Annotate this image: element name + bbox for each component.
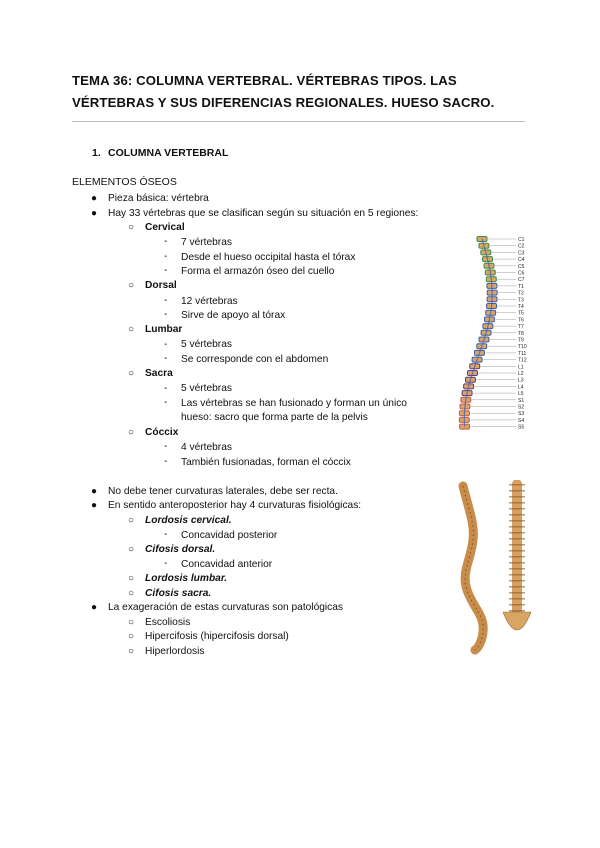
curvature-detail: Concavidad posterior: [181, 530, 278, 541]
spine-lateral-view: [463, 486, 483, 650]
bullet-pathologic: La exageración de estas curvaturas son patológicas: [108, 602, 344, 613]
vertebra-label: T9: [518, 337, 524, 344]
page-title: TEMA 36: COLUMNA VERTEBRAL. VÉRTEBRAS TIPOS. LAS VÉRTEBRAS Y SUS DIFERENCIAS REGIONALES. HUESO SACRO.: [72, 73, 495, 110]
circle-bullet-icon: ○: [128, 544, 135, 555]
vertebra-label: T3: [518, 297, 524, 304]
cervical-item: Forma el armazón óseo del cuello: [181, 266, 335, 277]
circle-bullet-icon: ○: [128, 646, 135, 657]
circle-bullet-icon: ○: [128, 324, 135, 335]
elements-heading: ELEMENTOS ÓSEOS: [72, 176, 177, 188]
bullet-no-lateral: No debe tener curvaturas laterales, debe ser recta.: [108, 486, 338, 497]
bullet-dot-icon: ●: [91, 602, 98, 613]
vertebra-labels: [518, 237, 527, 431]
vertebra-label: C3: [518, 250, 525, 257]
circle-bullet-icon: ○: [128, 617, 135, 628]
curvature-cifosis-sacra: Cifosis sacra.: [145, 588, 212, 599]
vertebra-label: C6: [518, 270, 525, 277]
region-dorsal: Dorsal: [145, 280, 177, 291]
curvature-lordosis-cervical: Lordosis cervical.: [145, 515, 232, 526]
curvature-cifosis-dorsal: Cifosis dorsal.: [145, 544, 216, 555]
vertebra-label: C1: [518, 237, 525, 243]
dash-icon: -: [164, 441, 168, 452]
bullet-dot-icon: ●: [91, 193, 98, 204]
circle-bullet-icon: ○: [128, 368, 135, 379]
vertebra-label: T5: [518, 310, 524, 317]
circle-bullet-icon: ○: [128, 222, 135, 233]
spine-segments: [459, 237, 516, 430]
circle-bullet-icon: ○: [128, 588, 135, 599]
dash-icon: -: [164, 397, 168, 408]
vertebra-label: T6: [518, 317, 524, 324]
sacra-item: hueso: sacro que forma parte de la pelvis: [181, 412, 368, 423]
cervical-item: 7 vértebras: [181, 237, 232, 248]
dash-icon: -: [164, 309, 168, 320]
circle-bullet-icon: ○: [128, 573, 135, 584]
pathology-item: Escoliosis: [145, 617, 191, 628]
region-lumbar: Lumbar: [145, 324, 183, 335]
dash-icon: -: [164, 295, 168, 306]
circle-bullet-icon: ○: [128, 427, 135, 438]
lumbar-item: Se corresponde con el abdomen: [181, 354, 329, 365]
vertebra-label: C2: [518, 243, 525, 250]
dash-icon: -: [164, 251, 168, 262]
vertebra-label: T2: [518, 290, 524, 297]
vertebra-label: S2: [518, 404, 525, 411]
vertebra-label: C4: [518, 257, 525, 264]
dash-icon: -: [164, 339, 168, 350]
spine-curvatures-figure: [445, 480, 545, 655]
curvature-lordosis-lumbar: Lordosis lumbar.: [145, 573, 228, 584]
bullet-33-vertebrae: Hay 33 vértebras que se clasifican según su situación en 5 regiones:: [108, 208, 419, 219]
region-sacra: Sacra: [145, 368, 173, 379]
vertebra-label: L2: [518, 371, 524, 377]
vertebra-label: S1: [518, 397, 525, 404]
spine-regions-figure: [440, 233, 550, 438]
vertebra-label: T10: [518, 344, 527, 351]
bullet-basic-piece: Pieza básica: vértebra: [108, 193, 209, 204]
vertebra-label: T4: [518, 304, 524, 310]
dash-icon: -: [164, 353, 168, 364]
bullet-4-curvatures: En sentido anteroposterior hay 4 curvaturas fisiológicas:: [108, 500, 362, 511]
vertebra-label: T12: [518, 357, 527, 364]
coccix-item: También fusionadas, forman el cóccix: [181, 457, 351, 468]
vertebra-label: T1: [518, 283, 524, 290]
circle-bullet-icon: ○: [128, 515, 135, 526]
section-label: COLUMNA VERTEBRAL: [108, 147, 229, 159]
pathology-item: Hipercifosis (hipercifosis dorsal): [145, 631, 289, 642]
vertebra-label: C7: [518, 277, 525, 284]
bullet-dot-icon: ●: [91, 500, 98, 511]
vertebra-label: L3: [518, 377, 524, 384]
vertebra-label: S5: [518, 424, 525, 431]
vertebra-label: T11: [518, 350, 527, 357]
vertebra-label: T7: [518, 324, 524, 331]
lumbar-item: 5 vértebras: [181, 339, 232, 350]
dorsal-item: Sirve de apoyo al tórax: [181, 310, 286, 321]
sacra-item: 5 vértebras: [181, 383, 232, 394]
dash-icon: -: [164, 456, 168, 467]
curvature-detail: Concavidad anterior: [181, 559, 273, 570]
sacra-item: Las vértebras se han fusionado y forman un único: [181, 398, 407, 409]
vertebra-label: T8: [518, 330, 524, 337]
title-divider: [72, 121, 525, 122]
dash-icon: -: [164, 558, 168, 569]
dash-icon: -: [164, 529, 168, 540]
bullet-dot-icon: ●: [91, 486, 98, 497]
circle-bullet-icon: ○: [128, 631, 135, 642]
spine-posterior-view: [503, 484, 531, 630]
cervical-item: Desde el hueso occipital hasta el tórax: [181, 252, 356, 263]
region-cervical: Cervical: [145, 222, 185, 233]
vertebra-label: C5: [518, 263, 525, 270]
dash-icon: -: [164, 265, 168, 276]
vertebra-label: L4: [518, 384, 524, 391]
vertebra-label: S4: [518, 417, 525, 424]
vertebra-label: S3: [518, 411, 525, 418]
coccix-item: 4 vértebras: [181, 442, 232, 453]
dash-icon: -: [164, 383, 168, 394]
dorsal-item: 12 vértebras: [181, 296, 238, 307]
pathology-item: Hiperlordosis: [145, 646, 205, 657]
region-coccix: Cóccix: [145, 427, 179, 438]
section-heading: [92, 147, 228, 159]
dash-icon: -: [164, 236, 168, 247]
circle-bullet-icon: ○: [128, 280, 135, 291]
section-number: 1.: [92, 147, 101, 159]
bullet-dot-icon: ●: [91, 208, 98, 219]
vertebra-label: L1: [518, 364, 524, 371]
vertebra-label: L5: [518, 391, 524, 398]
